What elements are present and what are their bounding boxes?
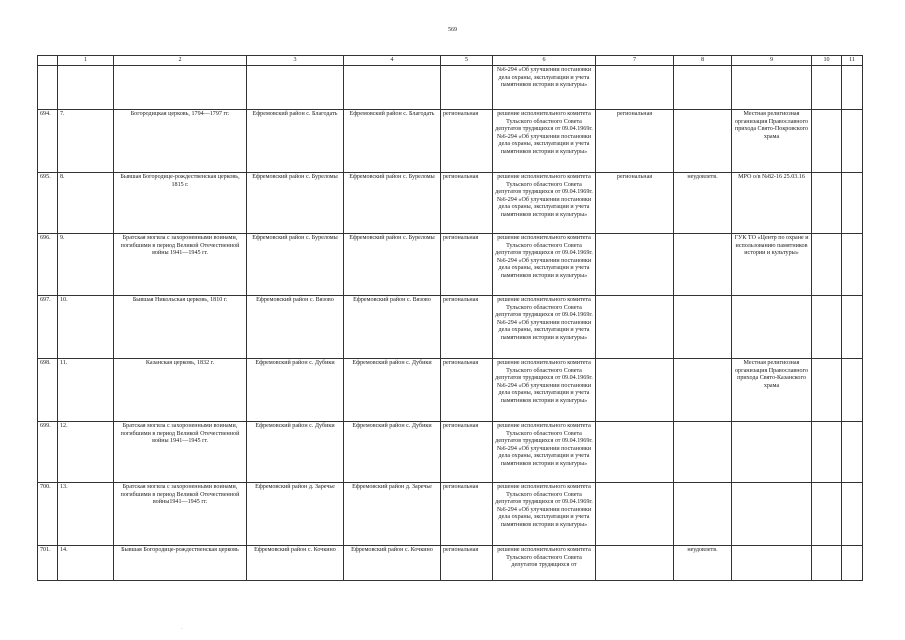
document-cell: решение исполнительного комитета Тульского областного Совета депутатов трудящихся от 09.04.1969г. №6-294 «Об улучшении постановки дела охраны, эксплуатации и учета памятников истории и культуры» [493,359,596,422]
num-cell: 695. [38,173,58,234]
sub-num-cell: 14. [58,546,114,581]
col11-cell [842,234,863,296]
owner-cell [732,546,812,581]
location-cell: Ефремовский район с. Буреломы [247,173,344,234]
num-cell: 694. [38,110,58,173]
num-cell: 699. [38,422,58,483]
owner-cell: Местная религиозная организация Православного прихода Свято-Казанского храма [732,359,812,422]
name-cell: Братская могила с захороненными воинами, погибшими в период Великой Отечественной войны1941—1945 гг. [114,483,247,546]
category-cell: региональная [441,546,493,581]
col10-cell [812,483,842,546]
col11-cell [842,422,863,483]
column-header: 1 [58,56,114,66]
num-cell: 696. [38,234,58,296]
category-col7-cell [596,483,674,546]
table-row [38,173,863,234]
column-header: 6 [493,56,596,66]
category-col7-cell [596,234,674,296]
document-cell: №6-294 «Об улучшении постановки дела охраны, эксплуатации и учета памятников истории и культуры» [493,66,596,110]
sub-num-cell: 12. [58,422,114,483]
location-cell: Ефремовский район с. Благодать [247,110,344,173]
column-header: 7 [596,56,674,66]
document-cell: решение исполнительного комитета Тульского областного Совета депутатов трудящихся от 09.04.1969г. №6-294 «Об улучшении постановки дела охраны, эксплуатации и учета памятников истории и культуры» [493,173,596,234]
owner-cell: ГУК ТО «Центр по охране и использованию памятников истории и культуры» [732,234,812,296]
category-cell: региональная [441,359,493,422]
condition-cell [674,110,732,173]
column-header: 8 [674,56,732,66]
col11-cell [842,296,863,359]
header-row [38,56,863,66]
table-row [38,296,863,359]
name-cell: Бывшая Богородице-рождественская церковь, 1815 г. [114,173,247,234]
document-cell: решение исполнительного комитета Тульского областного Совета депутатов трудящихся от 09.04.1969г. №6-294 «Об улучшении постановки дела охраны, эксплуатации и учета памятников истории и культуры» [493,422,596,483]
col11-cell [842,546,863,581]
table-row [38,359,863,422]
address-cell: Ефремовский район д. Заречье [344,483,441,546]
table-row [38,483,863,546]
column-header: 2 [114,56,247,66]
col11-cell [842,359,863,422]
col10-cell [812,234,842,296]
num-cell: 700. [38,483,58,546]
owner-cell: МРО о/в №82-16 25.03.16 [732,173,812,234]
sub-num-cell: 9. [58,234,114,296]
column-header: 10 [812,56,842,66]
location-cell: Ефремовский район с. Буреломы [247,234,344,296]
sub-num-cell: 10. [58,296,114,359]
condition-cell [674,234,732,296]
col10-cell [812,296,842,359]
category-cell: региональная [441,296,493,359]
category-col7-cell [596,296,674,359]
name-cell: Бывшая Богородице-рождественская церковь [114,546,247,581]
table-row [38,546,863,581]
column-header: 5 [441,56,493,66]
col10-cell [812,359,842,422]
category-cell: региональная [441,173,493,234]
address-cell: Ефремовский район с. Дубики [344,359,441,422]
table-row [38,110,863,173]
address-cell: Ефремовский район с. Благодать [344,110,441,173]
address-cell: Ефремовский район с. Вязово [344,296,441,359]
address-cell: Ефремовский район с. Буреломы [344,234,441,296]
condition-cell: неудовлетв. [674,546,732,581]
owner-cell: Местная религиозная организация Православного прихода Свято-Покровского храма [732,110,812,173]
num-cell: 698. [38,359,58,422]
document-cell: решение исполнительного комитета Тульского областного Совета депутатов трудящихся от [493,546,596,581]
document-cell: решение исполнительного комитета Тульского областного Совета депутатов трудящихся от 09.04.1969г. №6-294 «Об улучшении постановки дела охраны, эксплуатации и учета памятников истории и культуры» [493,296,596,359]
name-cell: Братская могила с захороненными воинами, погибшими в период Великой Отечественной войны 1941—1945 гг. [114,422,247,483]
location-cell: Ефремовский район с. Дубики [247,422,344,483]
category-col7-cell: региональная [596,110,674,173]
col10-cell [812,173,842,234]
col10-cell [812,110,842,173]
category-col7-cell [596,546,674,581]
num-cell: 701. [38,546,58,581]
sub-num-cell: 11. [58,359,114,422]
location-cell: Ефремовский район с. Кочкино [247,546,344,581]
condition-cell [674,296,732,359]
address-cell: Ефремовский район с. Кочкино [344,546,441,581]
condition-cell [674,483,732,546]
document-cell: решение исполнительного комитета Тульского областного Совета депутатов трудящихся от 09.04.1969г. №6-294 «Об улучшении постановки дела охраны, эксплуатации и учета памятников истории и культуры» [493,234,596,296]
owner-cell [732,296,812,359]
category-col7-cell: региональная [596,173,674,234]
category-cell: региональная [441,422,493,483]
column-header [38,56,58,66]
category-cell: региональная [441,234,493,296]
address-cell: Ефремовский район с. Дубики [344,422,441,483]
table-row [38,422,863,483]
condition-cell [674,422,732,483]
condition-cell: неудовлетв. [674,173,732,234]
owner-cell [732,422,812,483]
scan-mark: · [181,627,183,632]
sub-num-cell: 7. [58,110,114,173]
document-cell: решение исполнительного комитета Тульского областного Совета депутатов трудящихся от 09.04.1969г. №6-294 «Об улучшении постановки дела охраны, эксплуатации и учета памятников истории и культуры» [493,483,596,546]
address-cell: Ефремовский район с. Буреломы [344,173,441,234]
col10-cell [812,546,842,581]
column-header: 9 [732,56,812,66]
table-row [38,234,863,296]
col10-cell [812,422,842,483]
column-header: 11 [842,56,863,66]
column-header: 4 [344,56,441,66]
category-col7-cell [596,422,674,483]
category-cell: региональная [441,110,493,173]
location-cell: Ефремовский район д. Заречье [247,483,344,546]
name-cell: Бывшая Никольская церковь, 1810 г. [114,296,247,359]
sub-num-cell: 13. [58,483,114,546]
monuments-table [37,55,863,581]
category-col7-cell [596,359,674,422]
document-cell: решение исполнительного комитета Тульского областного Совета депутатов трудящихся от 09.04.1969г. №6-294 «Об улучшении постановки дела охраны, эксплуатации и учета памятников истории и культуры» [493,110,596,173]
condition-cell [674,359,732,422]
sub-num-cell: 8. [58,173,114,234]
col11-cell [842,173,863,234]
column-header: 3 [247,56,344,66]
location-cell: Ефремовский район с. Вязово [247,296,344,359]
location-cell: Ефремовский район с. Дубики [247,359,344,422]
col11-cell [842,110,863,173]
num-cell: 697. [38,296,58,359]
page-number: 569 [448,27,457,33]
name-cell: Казанская церковь, 1832 г. [114,359,247,422]
category-cell: региональная [441,483,493,546]
name-cell: Братская могила с захороненными воинами, погибшими в период Великой Отечественной войны 1941—1945 гг. [114,234,247,296]
continuation-row [38,66,863,110]
owner-cell [732,483,812,546]
name-cell: Богородицкая церковь, 1794—1797 гг. [114,110,247,173]
col11-cell [842,483,863,546]
